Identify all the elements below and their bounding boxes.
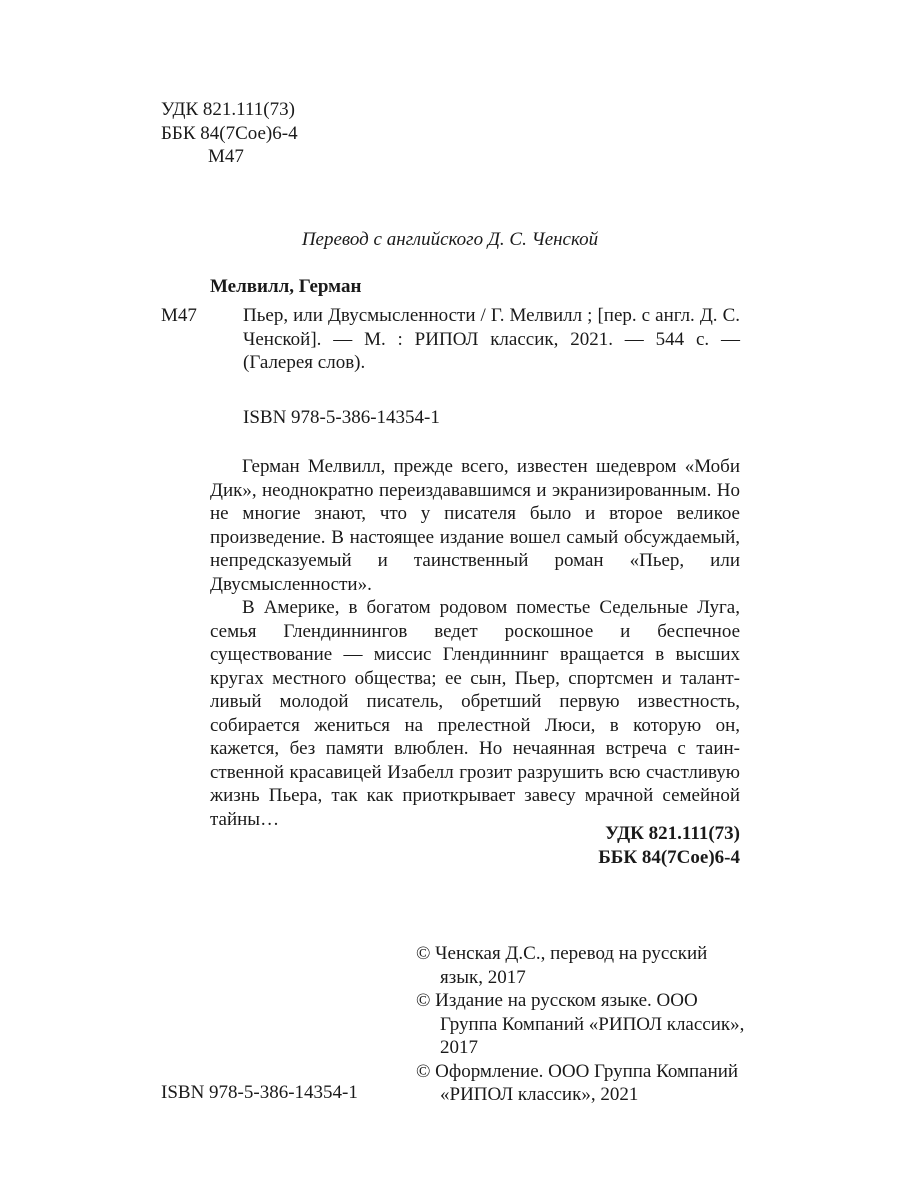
top-index-block (161, 98, 421, 169)
catalog-sign: М47 (161, 305, 197, 326)
catalog-description: Пьер, или Двусмысленности / Г. Мелвилл ; [пер. с англ. Д. С. Ченской]. — М. : РИПОЛ классик, 2021. — 544 с. — (Галерея слов). (243, 305, 740, 373)
copyright-edition: © Издание на русском языке. ООО Группа Компаний «РИПОЛ классик», 2017 (416, 990, 745, 1058)
annotation (210, 455, 740, 831)
copyright-translation: © Ченская Д.С., перевод на русский язык, 2017 (416, 943, 708, 988)
bottom-bbk: ББК 84(7Сое)6-4 (598, 846, 740, 868)
annotation-paragraph-2: В Америке, в богатом родовом поместье Седельные Луга, семья Глендиннингов ведет роскошное и беспечное существование — миссис Глендиннинг вращается в высших кругах местного общества; ее сын, Пьер, спортсмен и талантливый молодой писатель, обретший первую известность, собирается жениться на прелестной Люси, в которую он, кажется, без памяти влюблен. Но нечаянная встреча с таинственной красавицей Изабелл грозит разрушить всю счастливую жизнь Пьера, так как приоткрывает завесу мрачной семейной тайны… (210, 597, 740, 830)
footer-isbn: ISBN 978-5-386-14354-1 (161, 1082, 358, 1103)
top-udk: УДК 821.111(73) (161, 99, 295, 120)
top-bbk: ББК 84(7Сое)6-4 (161, 122, 298, 144)
top-author-sign: М47 (208, 146, 244, 167)
bottom-udk: УДК 821.111(73) (605, 823, 740, 844)
bottom-index-block (500, 822, 740, 869)
copyright-block (416, 942, 746, 1107)
catalog-author-heading: Мелвилл, Герман (210, 276, 362, 297)
translation-note: Перевод с английского Д. С. Ченской (301, 229, 599, 250)
annotation-paragraph-1: Герман Мелвилл, прежде всего, известен шедевром «Моби Дик», неоднократно переиздававшимся и экранизированным. Но не многие знают, что у писателя было и второе великое произведение. В настоящее издание вошел самый обсуждаемый, непредсказуемый и таинственный роман «Пьер, или Двусмысленности». (210, 456, 740, 595)
copyright-design: © Оформление. ООО Группа Компаний «РИПОЛ классик», 2021 (416, 1060, 739, 1105)
catalog-isbn: ISBN 978-5-386-14354-1 (243, 407, 440, 428)
